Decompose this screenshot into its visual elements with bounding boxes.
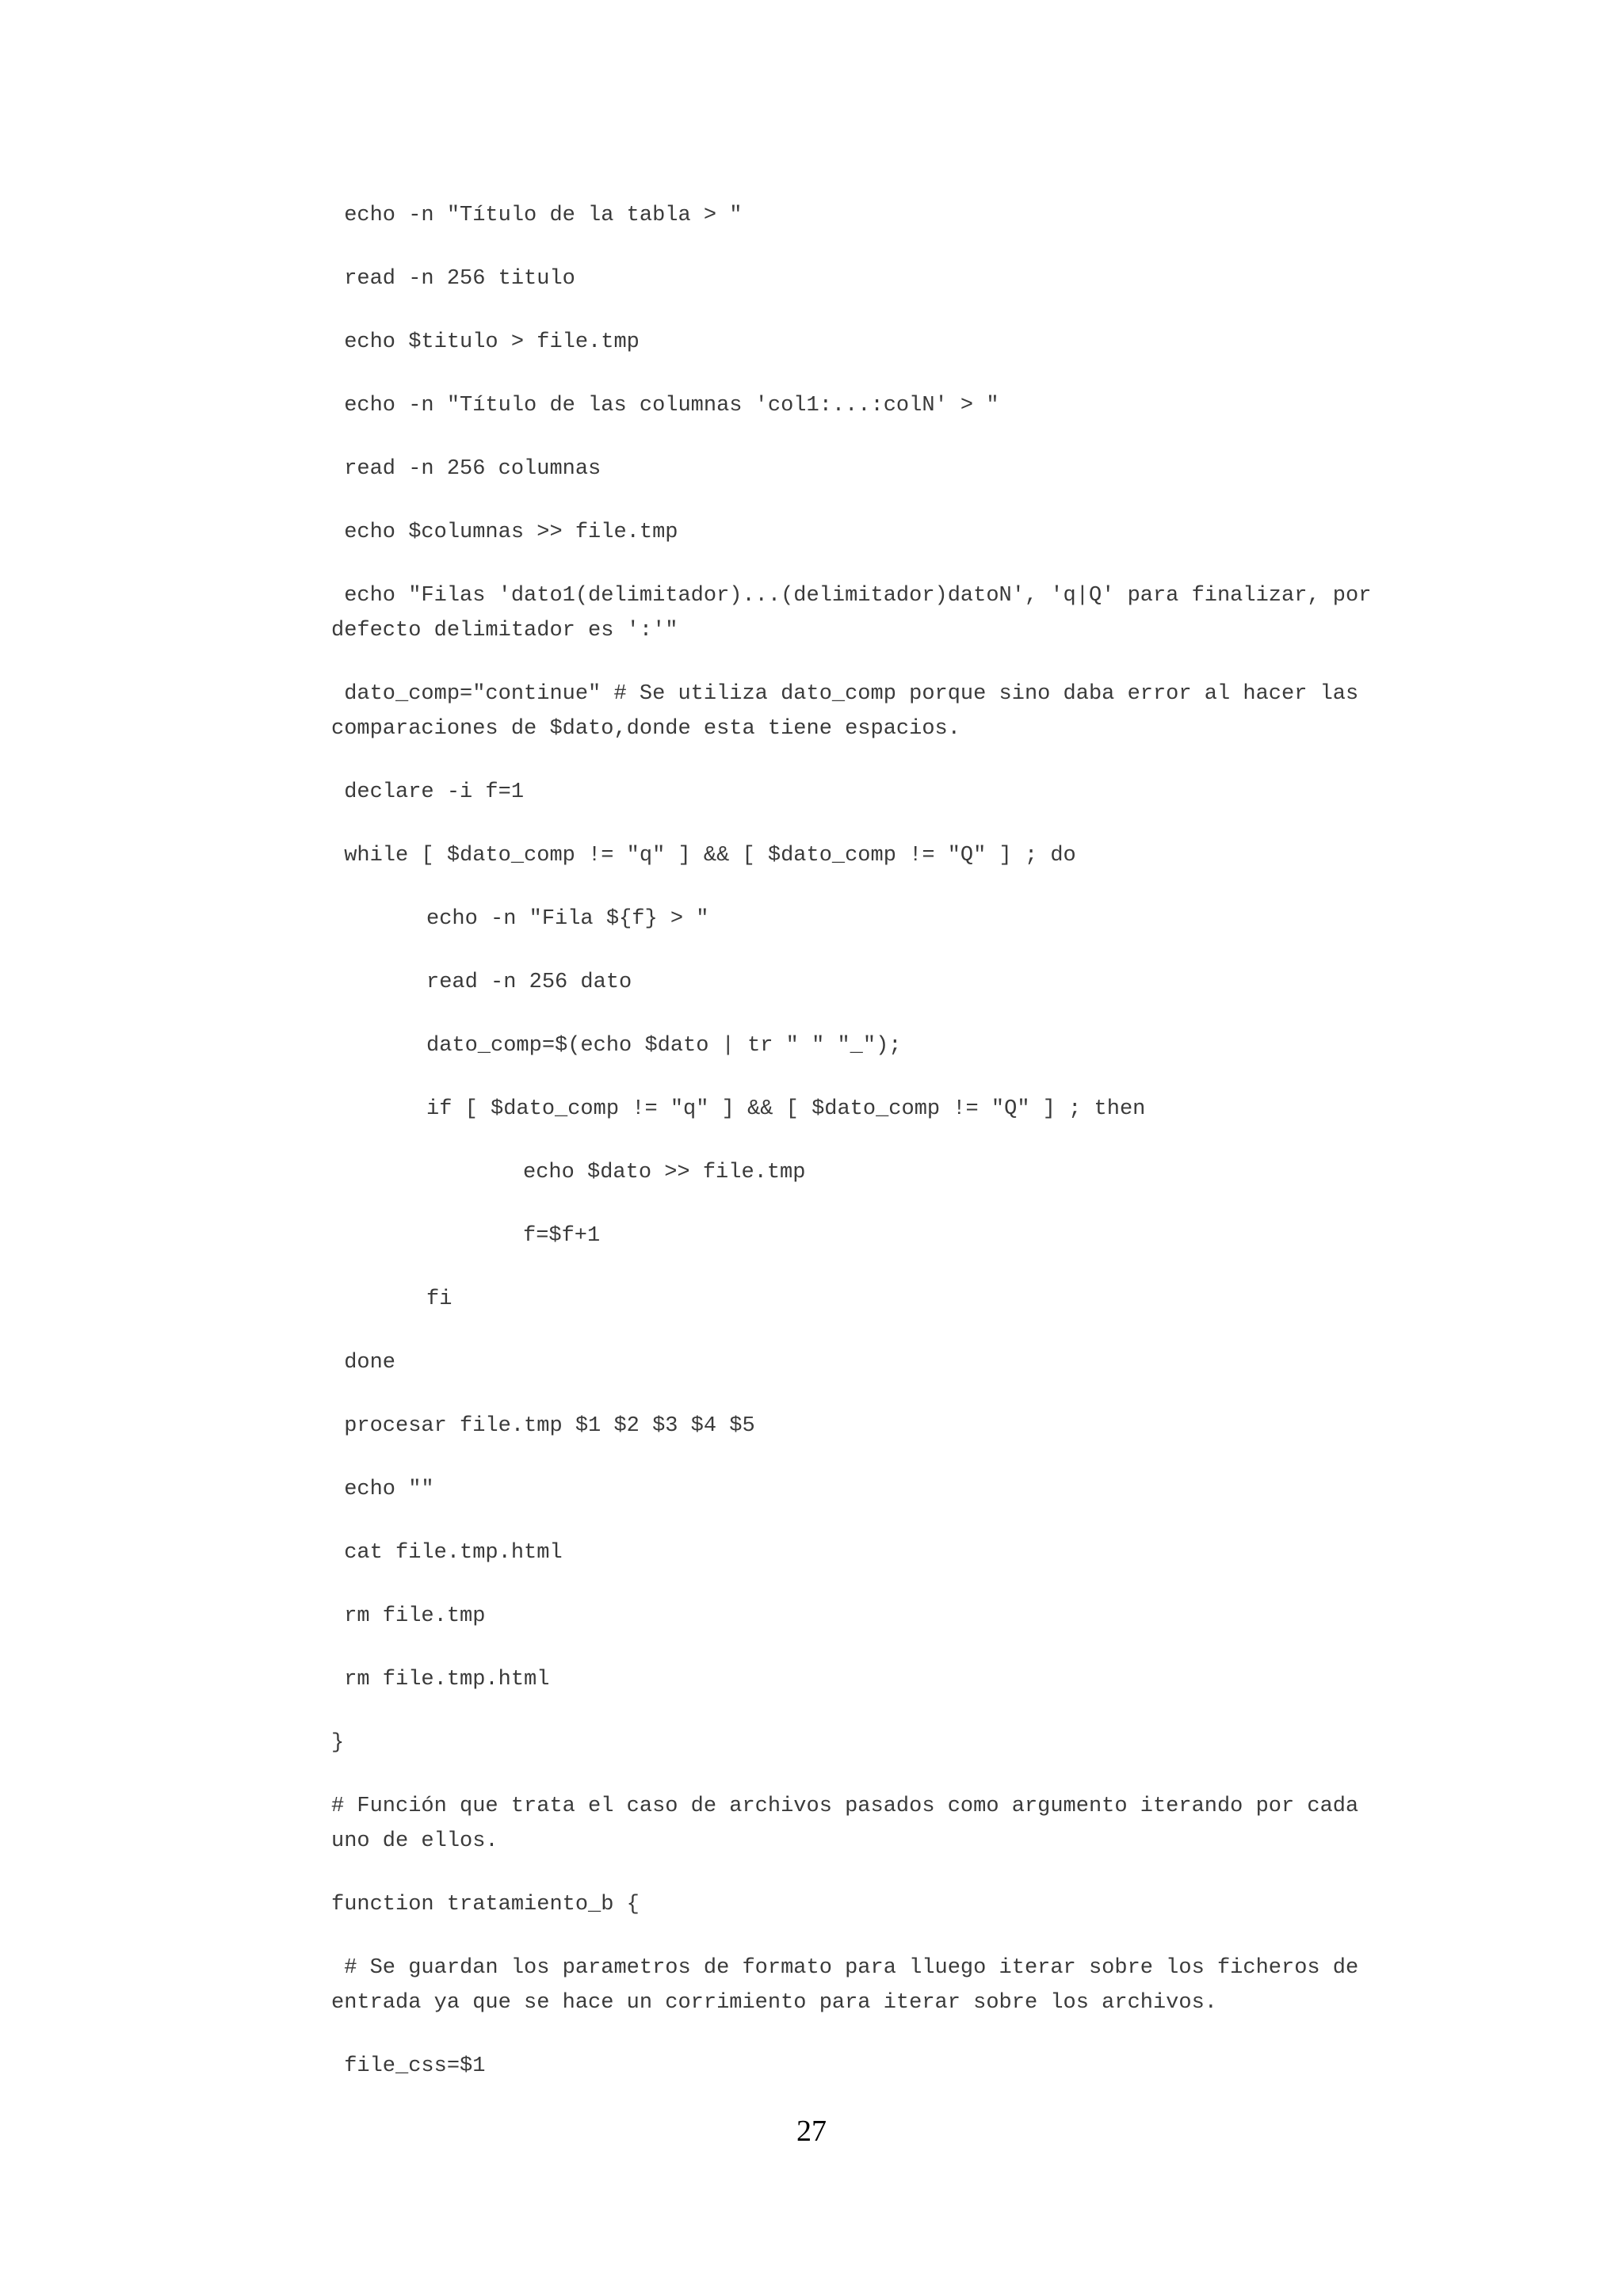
code-comment: # Función que trata el caso de archivos pasados como argumento iterando por cada [331,1794,1359,1818]
code-line: cat file.tmp.html [331,1541,563,1565]
code-line: echo $dato >> file.tmp [523,1161,806,1184]
code-line: read -n 256 columnas [331,457,601,481]
code-line: if [ $dato_comp != "q" ] && [ $dato_comp != "Q" ] ; then [426,1097,1146,1121]
code-line: read -n 256 titulo [331,267,575,291]
code-line: read -n 256 dato [426,971,632,994]
code-line: echo $titulo > file.tmp [331,330,640,354]
code-line: echo "Filas 'dato1(delimitador)...(delimitador)datoN', 'q|Q' para finalizar, por [331,584,1372,608]
code-line: defecto delimitador es ':'" [331,619,678,643]
code-line: rm file.tmp [331,1604,486,1628]
code-line: echo -n "Fila ${f} > " [426,907,709,931]
code-line: } [331,1731,345,1755]
code-line: procesar file.tmp $1 $2 $3 $4 $5 [331,1414,755,1438]
code-line: function tratamiento_b { [331,1893,640,1917]
code-line: echo $columnas >> file.tmp [331,521,678,544]
code-line: declare -i f=1 [331,780,525,804]
code-line: file_css=$1 [331,2054,486,2078]
code-line: dato_comp=$(echo $dato | tr " " "_"); [426,1034,902,1058]
code-line: while [ $dato_comp != "q" ] && [ $dato_comp != "Q" ] ; do [331,844,1076,868]
code-line: done [331,1351,396,1375]
code-line: dato_comp="continue" # Se utiliza dato_comp porque sino daba error al hacer las [331,682,1359,706]
code-line: comparaciones de $dato,donde esta tiene espacios. [331,717,960,741]
code-line: echo "" [331,1478,434,1501]
code-comment: uno de ellos. [331,1829,498,1853]
code-comment: entrada ya que se hace un corrimiento para iterar sobre los archivos. [331,1991,1217,2015]
code-line: rm file.tmp.html [331,1668,550,1691]
code-comment: # Se guardan los parametros de formato para lluego iterar sobre los ficheros de [331,1956,1359,1980]
code-line: f=$f+1 [523,1224,601,1248]
page-number: 27 [796,2115,827,2148]
code-line: echo -n "Título de las columnas 'col1:...:colN' > " [331,394,999,418]
code-line: fi [426,1287,453,1311]
code-line: echo -n "Título de la tabla > " [331,204,743,227]
